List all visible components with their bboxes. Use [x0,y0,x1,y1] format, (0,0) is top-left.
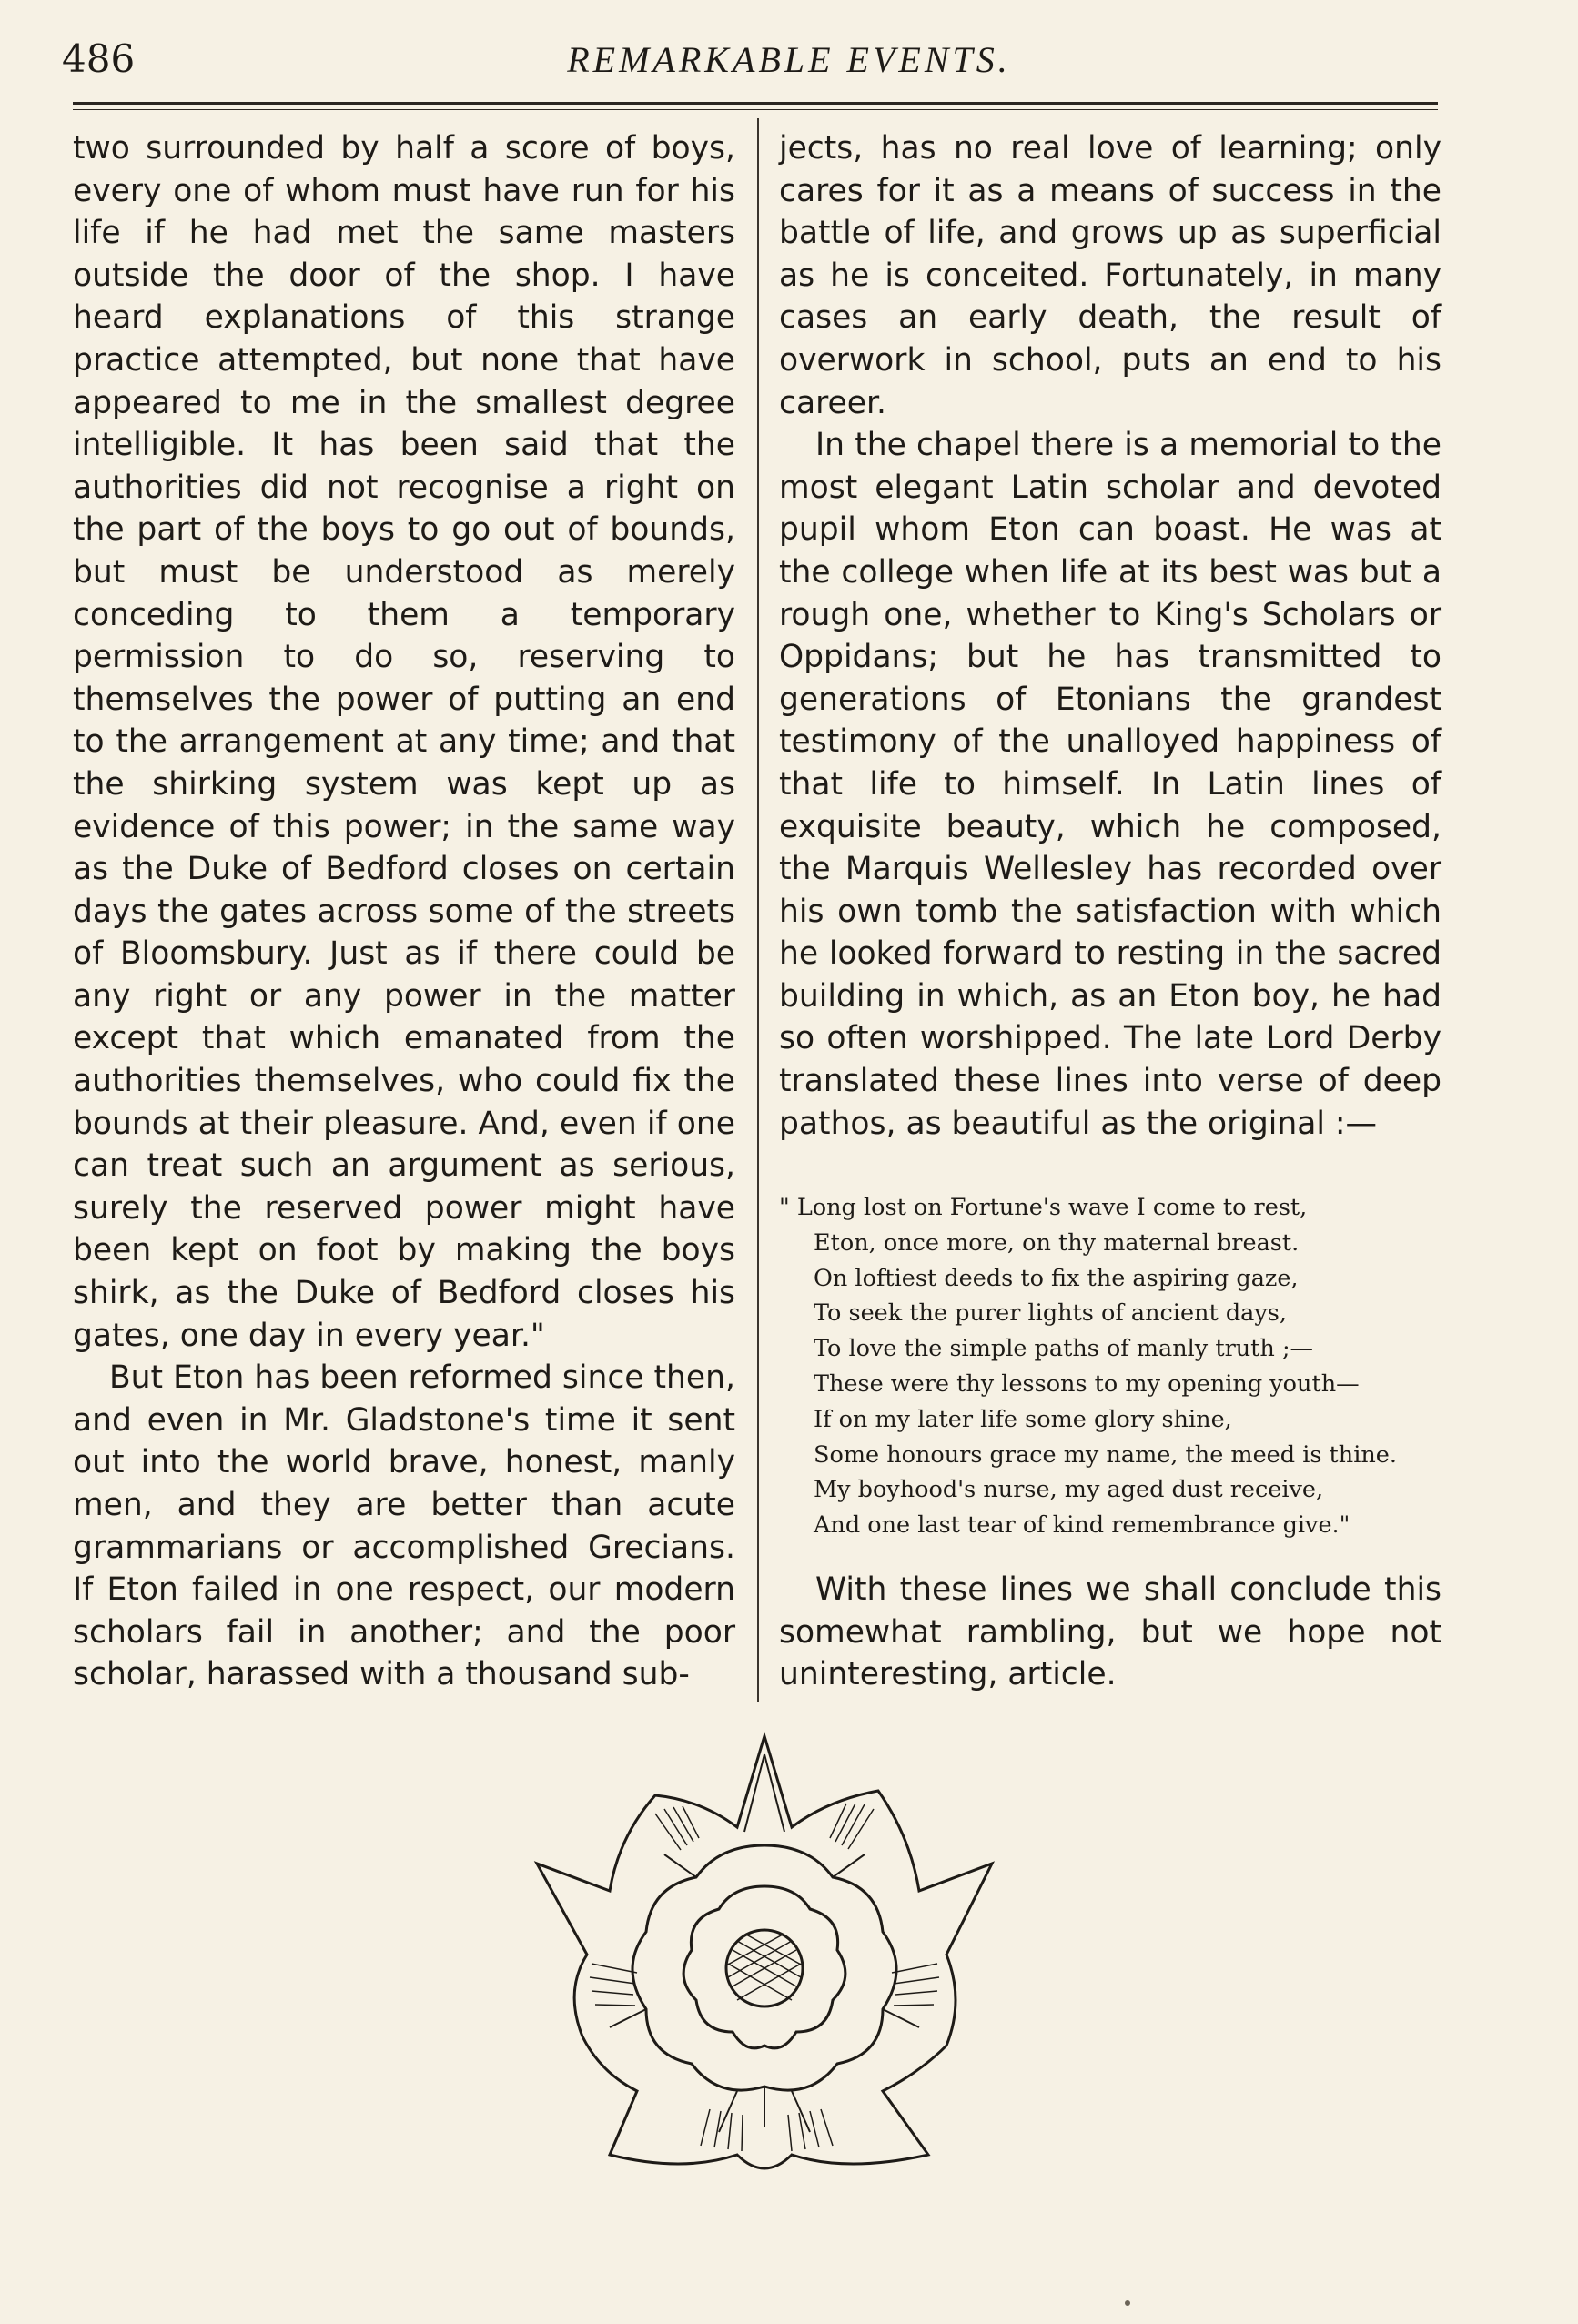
paragraph: In the chapel there is a memorial to the most elegant Latin scholar and devoted pupil whom Eton can boast. He was at the college when life at its best was but a rough one, whether to King's Scholars or Oppidans; but he has transmitted to generations of Etonians the grandest testimony of the unalloyed happiness of that life to himself. In Latin lines of exquisite beauty, which he composed, the Marquis Wellesley has recorded over his own tomb the satisfaction with which he looked forward to resting in the sacred building in which, as an Eton boy, he had so often worshipped. The late Lord Derby translated these lines into verse of deep pathos, as beautiful as the original :— [779,427,1441,1142]
poem-line: Some honours grace my name, the meed is thine. [814,1440,1397,1469]
poem-line: " Long lost on Fortune's wave I come to rest, [779,1194,1308,1221]
column-divider [757,118,759,1702]
header-rule-thin [73,109,1438,110]
poem-line: And one last tear of kind remembrance give." [814,1511,1350,1540]
poem [779,1190,1441,1543]
running-head: REMARKABLE EVENTS. [567,39,1011,80]
poem-line: If on my later life some glory shine, [814,1405,1232,1433]
closing-paragraph [779,1569,1441,1696]
poem-line: To seek the purer lights of ancient days, [814,1299,1287,1328]
left-column [73,127,735,1696]
poem-line: My boyhood's nurse, my aged dust receive, [814,1476,1324,1504]
poem-line: On loftiest deeds to fix the aspiring gaze, [814,1264,1299,1292]
header-rule [73,102,1438,105]
poem-line: Eton, once more, on thy maternal breast. [814,1228,1300,1257]
poem-line: To love the simple paths of manly truth ;— [814,1335,1314,1363]
paragraph: With these lines we shall conclude this somewhat rambling, but we hope not uninteresting, article. [779,1571,1441,1693]
paragraph: But Eton has been reformed since then, and even in Mr. Gladstone's time it sent out into the world brave, honest, manly men, and they are better than acute grammarians or accomplished Grecians. If Eton failed in one respect, our modern scholars fail in another; and the poor scholar, harassed with a thousand sub- [73,1359,735,1693]
right-column [779,127,1441,1145]
ink-speck [1125,2300,1130,2306]
paragraph: jects, has no real love of learning; only cares for it as a means of success in the battle of life, and grows up as superficial as he is conceited. Fortunately, in many cases an early death, the result of overwork in school, puts an end to his career. [779,130,1441,421]
tudor-rose-icon [519,1727,1010,2200]
poem-line: These were thy lessons to my opening youth— [814,1369,1360,1398]
paragraph: two surrounded by half a score of boys, every one of whom must have run for his life if he had met the same masters outside the door of the shop. I have heard explanations of this strange practice attempted, but none that have appeared to me in the smallest degree intelligible. It has been said that the authorities did not recognise a right on the part of the boys to go out of bounds, but must be understood as merely conceding to them a temporary permission to do so, reserving to themselves the power of putting an end to the arrangement at any time; and that the shirking system was kept up as evidence of this power; in the same way as the Duke of Bedford closes on certain days the gates across some of the streets of Bloomsbury. Just as if there could be any right or any power in the matter except that which emanated from the authorities themselves, who could fix the bounds at their pleasure. And, even if one can treat such an argument as serious, surely the reserved power might have been kept on foot by making the boys shirk, as the Duke of Bedford closes his gates, one day in every year." [73,130,735,1354]
page-number: 486 [62,36,136,81]
